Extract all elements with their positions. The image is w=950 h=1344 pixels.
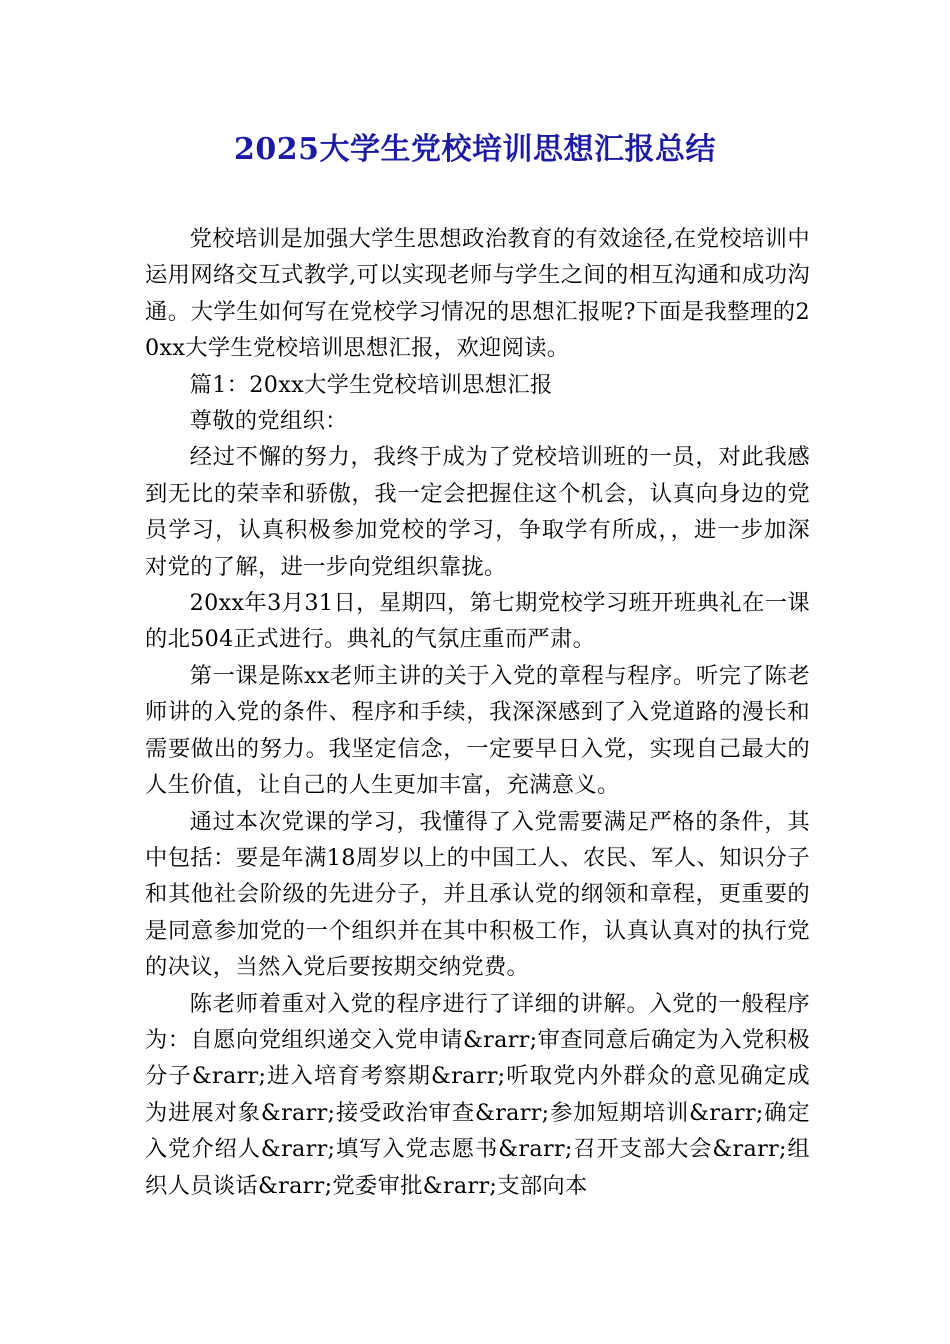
paragraph-body-1: 经过不懈的努力，我终于成为了党校培训班的一员，对此我感到无比的荣幸和骄傲，我一定会把握住这个机会，认真向身边的党员学习，认真积极参加党校的学习，争取学有所成，，进一步加深对党的了解，进一步向党组织靠拢。 [145, 444, 810, 580]
paragraph-body-2: 20xx年3月31日，星期四，第七期党校学习班开班典礼在一课的北504正式进行。典礼的气氛庄重而严肃。 [145, 590, 810, 653]
document-body [145, 221, 810, 1204]
paragraph-body-3: 第一课是陈xx老师主讲的关于入党的章程与程序。听完了陈老师讲的入党的条件、程序和手续，我深深感到了入党道路的漫长和需要做出的努力。我坚定信念，一定要早日入党，实现自己最大的人生价值，让自己的人生更加丰富，充满意义。 [145, 662, 810, 799]
document-title: 2025大学生党校培训思想汇报总结 [234, 132, 716, 167]
paragraph-salutation: 尊敬的党组织： [189, 408, 348, 435]
paragraph-section-heading: 篇1：20xx大学生党校培训思想汇报 [189, 371, 553, 398]
paragraph-intro: 党校培训是加强大学生思想政治教育的有效途径,在党校培训中运用网络交互式教学,可以实现老师与学生之间的相互沟通和成功沟通。大学生如何写在党校学习情况的思想汇报呢?下面是我整理的20xx大学生党校培训思想汇报，欢迎阅读。 [145, 226, 810, 362]
paragraph-body-5: 陈老师着重对入党的程序进行了详细的讲解。入党的一般程序为：自愿向党组织递交入党申请&rarr;审查同意后确定为入党积极分子&rarr;进入培育考察期&rarr;听取党内外群众的意见确定成为进展对象&rarr;接受政治审查&rarr;参加短期培训&rarr;确定入党介绍人&rarr;填写入党志愿书&rarr;召开支部大会&rarr;组织人员谈话&rarr;党委审批&rarr;支部向本 [145, 990, 810, 1199]
paragraph-body-4: 通过本次党课的学习，我懂得了入党需要满足严格的条件，其中包括：要是年满18周岁以上的中国工人、农民、军人、知识分子和其他社会阶级的先进分子，并且承认党的纲领和章程，更重要的是同意参加党的一个组织并在其中积极工作，认真认真对的执行党的决议，当然入党后要按期交纳党费。 [145, 808, 810, 981]
